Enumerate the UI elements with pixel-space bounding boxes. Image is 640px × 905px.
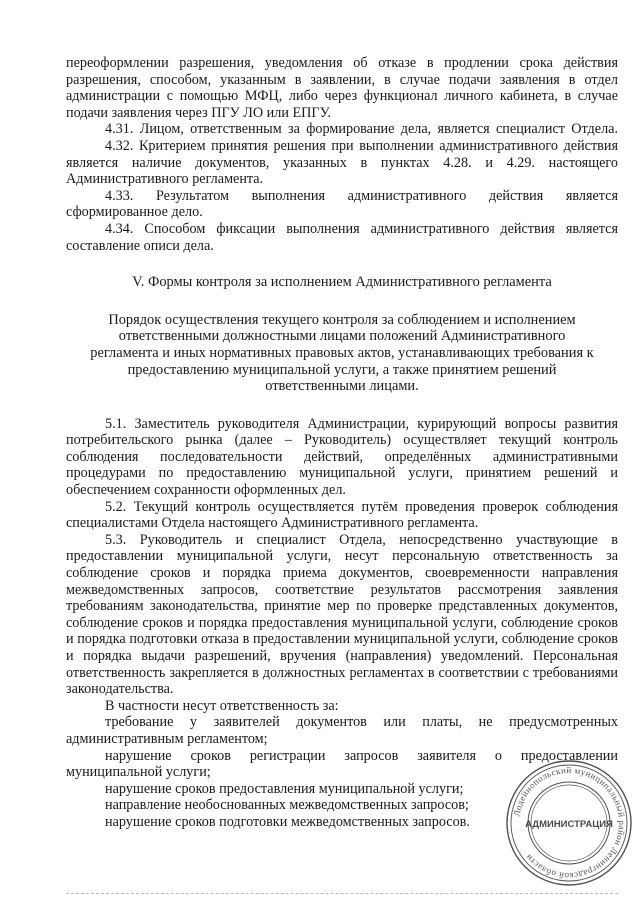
list-item-unfounded-requests: направление необоснованных межведомственных запросов; bbox=[105, 797, 469, 814]
list-item-service-deadline: нарушение сроков предоставления муниципальной услуги; bbox=[105, 780, 464, 797]
paragraph-4-31: 4.31. Лицом, ответственным за формирование дела, является специалист Отдела. bbox=[105, 121, 618, 138]
paragraph-4-32: 4.32. Критерием принятия решения при выполнении административного действия является наличие документов, указанных в пунктах 4.28. и 4.29. настоящего Административного регламента. bbox=[66, 137, 618, 188]
administration-seal bbox=[503, 757, 635, 889]
list-item-request-preparation: нарушение сроков подготовки межведомственных запросов. bbox=[105, 813, 470, 830]
seal-center-text: АДМИНИСТРАЦИЯ bbox=[525, 819, 613, 830]
list-item-registration: нарушение сроков регистрации запросов заявителя о предоставлении муниципальной услуги; bbox=[66, 747, 618, 781]
paragraph-responsibility-intro: В частности несут ответственность за: bbox=[105, 697, 339, 714]
section-heading: V. Формы контроля за исполнением Административного регламента bbox=[132, 274, 552, 291]
paragraph-4-34: 4.34. Способом фиксации выполнения административного действия является составление описи дела. bbox=[66, 220, 618, 254]
list-item-documents: требование у заявителей документов или платы, не предусмотренных административным регламентом; bbox=[66, 714, 618, 747]
document-page bbox=[66, 55, 618, 831]
subsection-heading: Порядок осуществления текущего контроля за соблюдением и исполнением ответственными должностными лицами положений Административного регламента и иных нормативных правовых актов, устанавливающих требования к предоставлению муниципальной услуги, а также принятием решений ответственными лицами. bbox=[90, 311, 594, 395]
paragraph-5-2: 5.2. Текущий контроль осуществляется путём проведения проверок соблюдения специалистами Отдела настоящего Административного регламента. bbox=[66, 498, 618, 532]
paragraph-5-1: 5.1. Заместитель руководителя Администрации, курирующий вопросы развития потребительского рынка (далее – Руководитель) осуществляет текущий контроль соблюдения последовательности действий, определённых административными процедурами по предоставлению муниципальной услуги, принятием решений и обеспечением сохранности оформленных дел. bbox=[66, 415, 618, 499]
paragraph-continuation: переоформлении разрешения, уведомления об отказе в продлении срока действия разрешения, способом, указанным в заявлении, в случае подачи заявления в отдел администрации с помощью МФЦ, либо через функционал личного кабинета, в случае подачи заявления через ПГУ ЛО или ЕПГУ. bbox=[66, 55, 618, 121]
paragraph-4-33: 4.33. Результатом выполнения административного действия является сформированное дело. bbox=[66, 187, 618, 221]
seal-ring-text: Лодейнопольский муниципальный район Ленинградской области bbox=[511, 764, 628, 882]
paragraph-5-3: 5.3. Руководитель и специалист Отдела, непосредственно участвующие в предоставлении муниципальной услуги, несут персональную ответственность за соблюдение сроков и порядка приема документов, своевременности направления межведомственных запросов, соответствие результатов рассмотрения заявления требованиям законодательства, принятие мер по проверке представленных документов, соблюдение сроков и порядка предоставления муниципальной услуги, соблюдение сроков и порядка подготовки отказа в предоставлении муниципальной услуги, соблюдение сроков и порядка выдачи разрешений, вручения (направления) уведомлений. Персональная ответственность закрепляется в должностных регламентах в соответствии с требованиями законодательства. bbox=[66, 531, 618, 698]
page-bottom-edge bbox=[66, 893, 618, 894]
